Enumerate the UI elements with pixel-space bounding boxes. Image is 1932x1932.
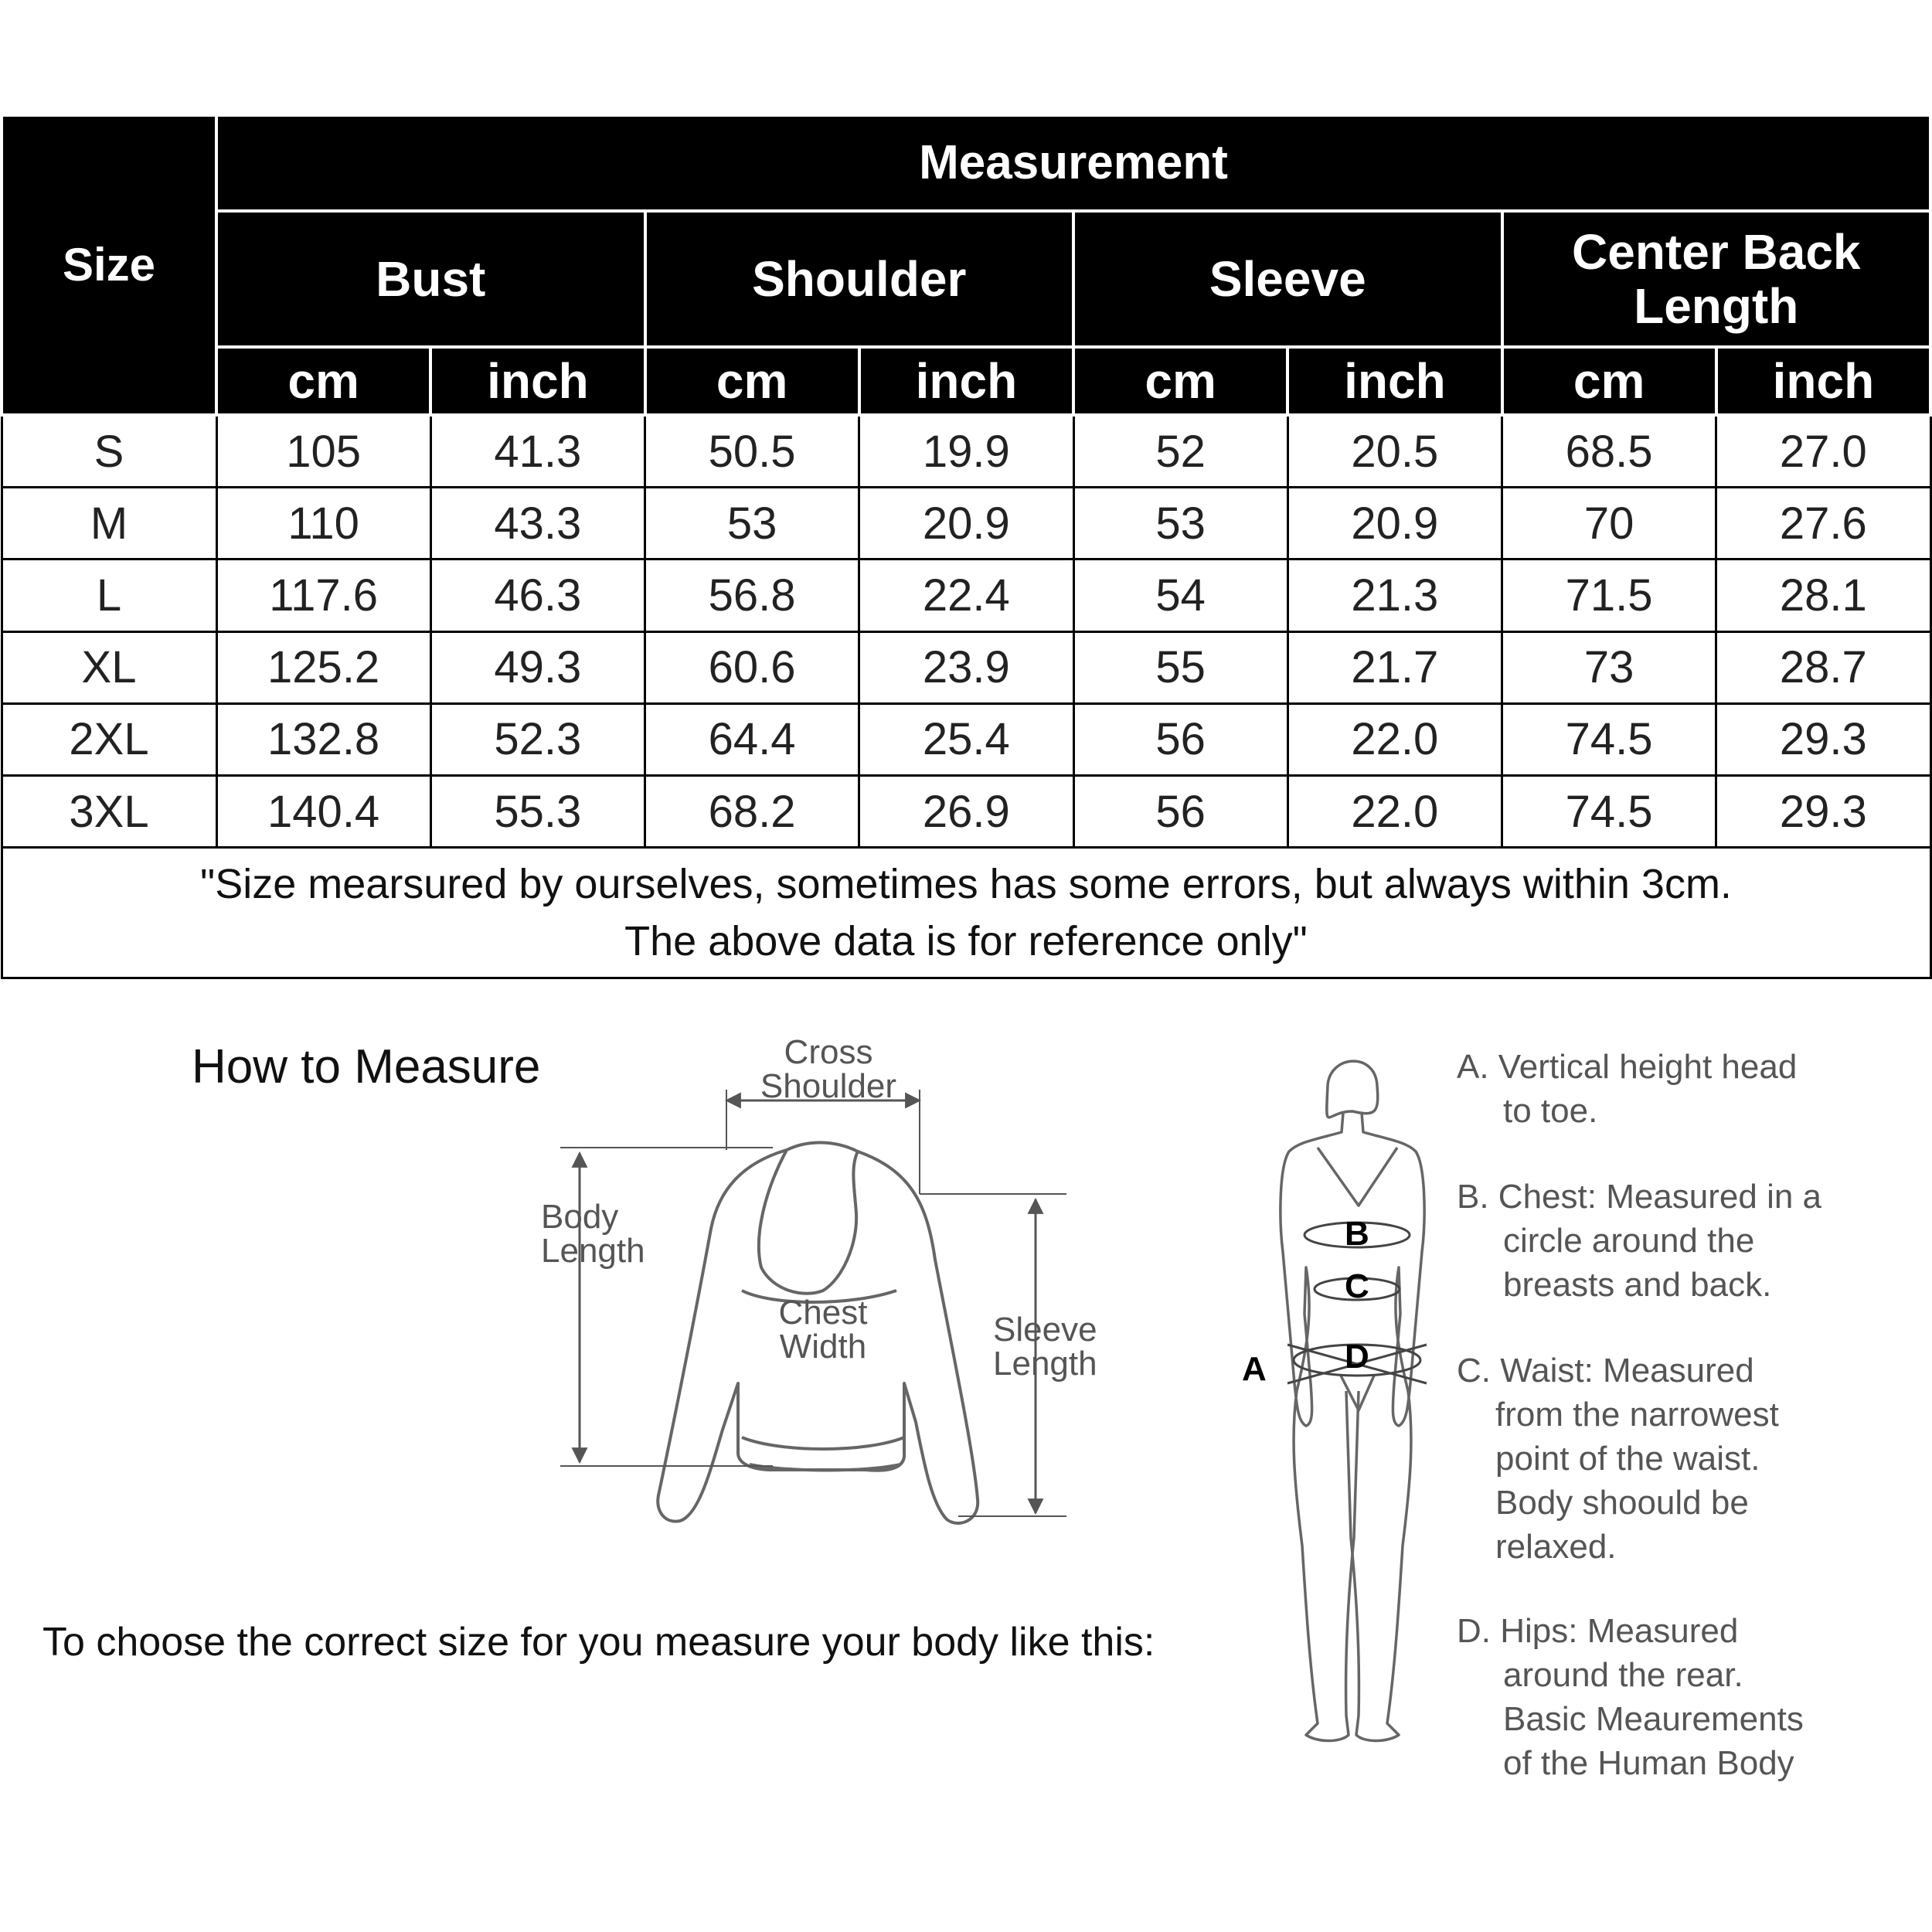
value-cell: 22.0 [1287, 775, 1502, 847]
unit-header: inch [859, 347, 1073, 415]
step-c-text [1457, 1349, 1779, 1569]
bust-header: Bust [216, 211, 645, 347]
step-c-line: C. Waist: Measured [1457, 1352, 1754, 1389]
unit-header: cm [1073, 347, 1287, 415]
value-cell: 26.9 [859, 775, 1073, 847]
unit-header: inch [1716, 347, 1930, 415]
value-cell: 117.6 [216, 560, 430, 631]
value-cell: 74.5 [1502, 703, 1716, 775]
value-cell: 105 [216, 415, 430, 488]
value-cell: 22.0 [1287, 703, 1502, 775]
unit-header: cm [1502, 347, 1716, 415]
body-letter-d: D [1345, 1338, 1369, 1376]
sleeve-length-label-line-2: Length [993, 1345, 1097, 1383]
size-cell: XL [2, 631, 216, 703]
value-cell: 29.3 [1716, 703, 1930, 775]
body-length-label-line-1: Body [541, 1198, 619, 1236]
value-cell: 73 [1502, 631, 1716, 703]
value-cell: 56 [1073, 775, 1287, 847]
step-c-line: point of the waist. [1495, 1440, 1760, 1478]
unit-header: inch [430, 347, 645, 415]
value-cell: 21.7 [1287, 631, 1502, 703]
step-d-line: D. Hips: Measured [1457, 1612, 1739, 1650]
note-line-2: The above data is for reference only" [624, 918, 1308, 965]
value-cell: 71.5 [1502, 560, 1716, 631]
size-cell: 3XL [2, 775, 216, 847]
step-b-line: circle around the [1503, 1222, 1755, 1260]
size-cell: M [2, 488, 216, 560]
value-cell: 60.6 [645, 631, 859, 703]
value-cell: 53 [1073, 488, 1287, 560]
value-cell: 110 [216, 488, 430, 560]
chest-width-label [761, 1296, 885, 1364]
unit-header: cm [645, 347, 859, 415]
value-cell: 54 [1073, 560, 1287, 631]
unit-header: inch [1287, 347, 1502, 415]
size-cell: L [2, 560, 216, 631]
size-header: Size [2, 115, 216, 415]
step-b-text [1457, 1175, 1821, 1307]
value-cell: 68.5 [1502, 415, 1716, 488]
value-cell: 68.2 [645, 775, 859, 847]
value-cell: 132.8 [216, 703, 430, 775]
step-d-line: of the Human Body [1503, 1744, 1794, 1782]
sleeve-length-label-line-1: Sleeve [993, 1311, 1097, 1349]
step-a-line: A. Vertical height head [1457, 1048, 1798, 1086]
sleeve-header: Sleeve [1073, 211, 1502, 347]
shoulder-header: Shoulder [645, 211, 1074, 347]
step-a-text [1457, 1045, 1797, 1133]
chest-width-label-line-2: Width [779, 1328, 867, 1366]
value-cell: 52.3 [430, 703, 645, 775]
value-cell: 46.3 [430, 560, 645, 631]
value-cell: 64.4 [645, 703, 859, 775]
value-cell: 23.9 [859, 631, 1073, 703]
body-letter-b: B [1345, 1215, 1369, 1253]
value-cell: 56.8 [645, 560, 859, 631]
unit-header: cm [216, 347, 430, 415]
measurement-header: Measurement [216, 115, 1930, 211]
value-cell: 27.6 [1716, 488, 1930, 560]
value-cell: 27.0 [1716, 415, 1930, 488]
value-cell: 29.3 [1716, 775, 1930, 847]
center-back-length-header: Center Back Length [1502, 211, 1931, 347]
value-cell: 140.4 [216, 775, 430, 847]
value-cell: 43.3 [430, 488, 645, 560]
value-cell: 25.4 [859, 703, 1073, 775]
cross-shoulder-label [751, 1033, 906, 1105]
value-cell: 41.3 [430, 415, 645, 488]
step-c-line: from the narrowest [1495, 1396, 1779, 1434]
how-to-measure-title: How to Measure [192, 1040, 541, 1094]
size-cell: 2XL [2, 703, 216, 775]
value-cell: 20.5 [1287, 415, 1502, 488]
value-cell: 28.7 [1716, 631, 1930, 703]
value-cell: 22.4 [859, 560, 1073, 631]
value-cell: 56 [1073, 703, 1287, 775]
sleeve-length-label [993, 1313, 1117, 1381]
step-d-text [1457, 1609, 1804, 1785]
note-line-1: "Size mearsured by ourselves, sometimes has some errors, but always within 3cm. [200, 860, 1732, 907]
value-cell: 20.9 [1287, 488, 1502, 560]
body-length-label-line-2: Length [541, 1232, 645, 1270]
value-cell: 55.3 [430, 775, 645, 847]
value-cell: 53 [645, 488, 859, 560]
cross-shoulder-label-line-1: Cross [784, 1033, 873, 1071]
size-cell: S [2, 415, 216, 488]
step-b-line: B. Chest: Measured in a [1457, 1178, 1822, 1216]
value-cell: 49.3 [430, 631, 645, 703]
chest-width-label-line-1: Chest [778, 1294, 868, 1332]
human-body-figure [1281, 1061, 1424, 1740]
body-letter-c: C [1345, 1267, 1369, 1305]
value-cell: 21.3 [1287, 560, 1502, 631]
step-d-line: Basic Meaurements [1503, 1700, 1804, 1738]
value-cell: 50.5 [645, 415, 859, 488]
step-c-line: Body shoould be [1495, 1484, 1749, 1522]
body-letter-a: A [1242, 1350, 1267, 1388]
choose-size-instruction: To choose the correct size for you measure your body like this: [43, 1620, 1155, 1665]
value-cell: 19.9 [859, 415, 1073, 488]
value-cell: 20.9 [859, 488, 1073, 560]
step-b-line: breasts and back. [1503, 1266, 1772, 1304]
value-cell: 55 [1073, 631, 1287, 703]
step-d-line: around the rear. [1503, 1656, 1743, 1694]
cross-shoulder-label-line-2: Shoulder [760, 1067, 897, 1105]
value-cell: 125.2 [216, 631, 430, 703]
value-cell: 28.1 [1716, 560, 1930, 631]
value-cell: 74.5 [1502, 775, 1716, 847]
body-length-label [541, 1200, 665, 1268]
step-c-line: relaxed. [1495, 1528, 1617, 1566]
step-a-line: to toe. [1503, 1092, 1598, 1130]
value-cell: 70 [1502, 488, 1716, 560]
value-cell: 52 [1073, 415, 1287, 488]
